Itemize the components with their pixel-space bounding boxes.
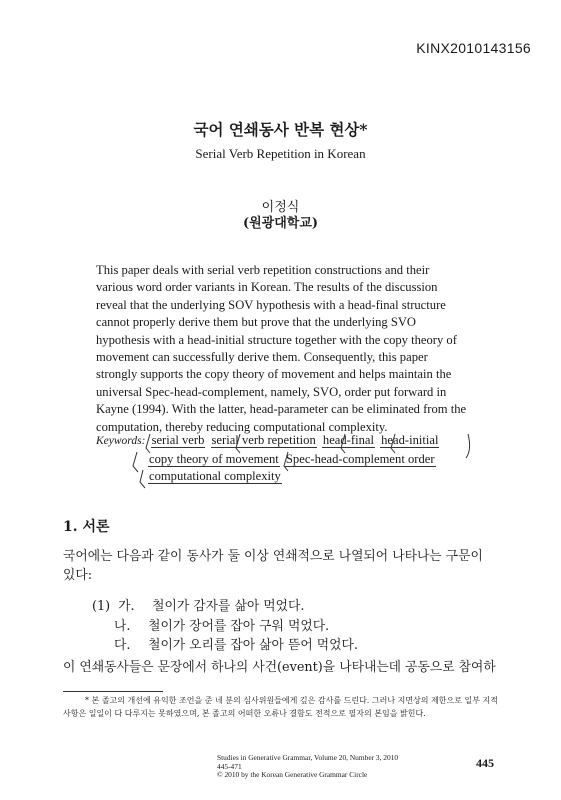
abstract-line: Kayne (1994). With the latter, head-parameter can be eliminated from the	[96, 402, 467, 417]
title-korean: 국어 연쇄동사 반복 현상*	[193, 120, 368, 139]
abstract-line: computation, thereby reducing computational complexity.	[96, 419, 388, 434]
abstract-line: various word order variants in Korean. The results of the discussion	[96, 280, 438, 295]
text-line: 있다:	[63, 568, 93, 583]
intro-paragraph	[63, 547, 503, 585]
author-name: 이정식	[261, 200, 300, 215]
keyword-item: copy theory of movement	[149, 451, 279, 466]
example-text: 철이가 장어를 잡아 구워 먹었다.	[148, 618, 330, 634]
title-english: Serial Verb Repetition in Korean	[195, 146, 366, 161]
example-text: 철이가 감자를 삶아 먹었다.	[152, 599, 305, 614]
abstract-line: universal Spec-head-complement, namely, SVO, order put forward in	[96, 384, 447, 399]
keyword-item: serial verb	[151, 433, 205, 447]
author-affiliation: (원광대학교)	[242, 216, 319, 231]
example-marker: 다.	[114, 638, 131, 653]
example-block	[92, 597, 358, 656]
keyword-item: head-final	[322, 433, 374, 447]
footnote-divider	[63, 691, 163, 692]
document-id: KINX2010143156	[416, 40, 531, 56]
keyword-item: serial verb repetition	[211, 433, 316, 447]
example-marker: 나.	[114, 618, 131, 634]
page-number: 445	[476, 756, 494, 770]
abstract-line: cannot properly derive them but prove that the underlying SVO	[96, 315, 417, 330]
abstract-line: strongly supports the copy theory of movement and helps maintain the	[96, 367, 452, 382]
abstract-line: reveal that the underlying SOV hypothesis with a head-final structure	[96, 297, 446, 312]
journal-pages: 445-471	[217, 761, 242, 771]
journal-info	[217, 754, 398, 780]
body-text-line: 이 연쇄동사들은 문장에서 하나의 사건(event)을 나타내는데 공동으로 참여하	[63, 660, 496, 675]
text-line: 국어에는 다음과 같이 동사가 둘 이상 연쇄적으로 나열되어 나타나는 구문이	[63, 549, 483, 564]
keyword-item: computational complexity	[149, 469, 281, 483]
abstract-line: movement can successfully derive them. Consequently, this paper	[96, 350, 428, 365]
journal-copyright: © 2010 by the Korean Generative Grammar Circle	[217, 770, 368, 780]
section-heading: 1. 서론	[63, 519, 110, 535]
example-number: (1)	[92, 599, 111, 614]
abstract-line: This paper deals with serial verb repetition constructions and their	[96, 263, 430, 277]
example-text: 철이가 오리를 잡아 삶아 뜯어 먹었다.	[148, 638, 358, 653]
journal-title: Studies in Generative Grammar, Volume 20, Number 3, 2010	[217, 753, 399, 762]
example-marker: 가.	[118, 599, 135, 614]
keyword-item: head-initial	[381, 433, 439, 447]
keywords-label: Keywords:	[96, 435, 146, 447]
footnote: * 본 졸고의 개선에 유익한 조언을 준 네 분의 심사위원들에게 깊은 감사를 드린다. 그러나 지면상의 제한으로 일부 지적사항은 일일이 다 다루지는 못하였으며, 본 졸고의 어떠한 오류나 결함도 전적으로 필자의 본임을 밝힌다.	[63, 696, 498, 718]
keyword-item: Spec-head-complement order	[285, 451, 435, 466]
abstract-line: hypothesis with a head-initial structure together with the copy theory of	[96, 332, 457, 347]
